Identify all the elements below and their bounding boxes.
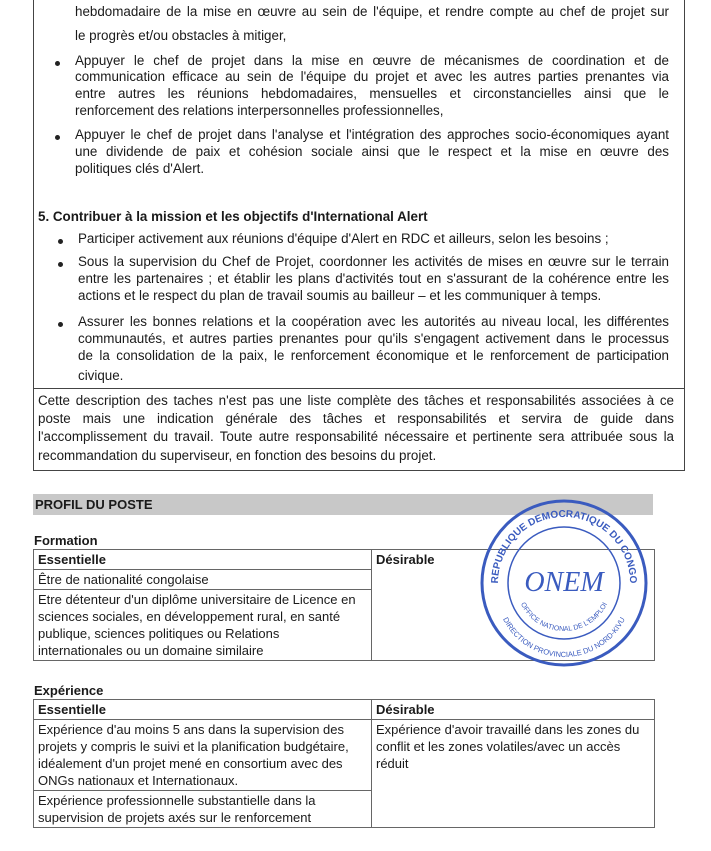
formation-row-nationality: Être de nationalité congolaise (34, 570, 372, 590)
formation-title: Formation (34, 533, 98, 548)
experience-row-supervision: Expérience d'au moins 5 ans dans la supervision des projets y compris le suivi et la planification budgétaire, idéalement d'un projet mené en consortium avec des ONGs nationaux et Internationaux. (34, 720, 372, 791)
column-header-desirable: Désirable (372, 700, 655, 720)
text-line: civique. (78, 368, 124, 383)
profil-section-header: PROFIL DU POSTE (33, 494, 653, 515)
onem-stamp-seal (478, 497, 650, 669)
note-line: Cette description des taches n'est pas une liste complète des tâches et responsabilités associées à ce (38, 393, 674, 408)
text-line: Sous la supervision du Chef de Projet, coordonner les activités de mises en œuvre sur le terrain (78, 254, 669, 269)
text-line: politiques clés d'Alert. (75, 161, 205, 176)
column-header-essentielle: Essentielle (34, 700, 372, 720)
experience-title: Expérience (34, 683, 104, 698)
text-line: Assurer les bonnes relations et la coopération avec les autorités au niveau local, les différentes (78, 314, 669, 329)
stamp-outer-text: REPUBLIQUE DEMOCRATIQUE DU CONGO (489, 508, 639, 584)
experience-row-professional: Expérience professionnelle substantielle dans la supervision de projets axés sur le renforcement (34, 791, 372, 828)
stamp-center-text: ONEM (524, 567, 604, 598)
text-line: communication efficace au sein de l'équipe du projet et avec les autres parties prenantes via (75, 69, 669, 84)
bullet-icon (58, 239, 63, 244)
column-header-desirable: Désirable (372, 550, 655, 661)
formation-row-diploma: Etre détenteur d'un diplôme universitaire de Licence en sciences sociales, en développement rural, en santé publique, sciences politiques ou Relations internationales ou un domaine similaire (34, 590, 372, 661)
text-line: hebdomadaire de la mise en œuvre au sein de l'équipe, et rendre compte au chef de projet sur (75, 4, 669, 19)
bullet-icon (58, 322, 63, 327)
column-header-essentielle: Essentielle (34, 550, 372, 570)
experience-row-conflict-zones: Expérience d'avoir travaillé dans les zones du conflit et les zones volatiles/avec un accès réduit (372, 720, 655, 828)
bullet-icon (55, 61, 60, 66)
text-line: Appuyer le chef de projet dans la mise en œuvre de mécanismes de coordination et de (75, 53, 669, 68)
stamp-bottom-text: DIRECTION PROVINCIALE DU NORD-KIVU (501, 615, 627, 660)
text-line: actions et le respect du plan de travail soumis au bailleur – et les communiquer à temps. (78, 288, 602, 303)
note-line: recommandation du superviseur, en fonction des besoins du projet. (38, 448, 437, 463)
text-line: entre autres les réunions hebdomadaires, mensuelles et circonstancielles ainsi que le (75, 86, 669, 101)
text-line: une dividende de paix et cohésion sociale ainsi que le respect et la mise en œuvre des (75, 144, 669, 159)
bullet-icon (55, 135, 60, 140)
bullet-icon (58, 262, 63, 267)
section-5-title: 5. Contribuer à la mission et les objectifs d'International Alert (38, 209, 428, 224)
text-line: communautés, et autres parties prenantes pour qu'ils s'engagent activement dans le processus (78, 331, 669, 346)
svg-text:OFFICE NATIONAL DE L'EMPLOI (519, 602, 609, 634)
experience-table (33, 699, 655, 828)
text-line: de la consolidation de la paix, le renforcement économique et le renforcement de participation (78, 348, 669, 363)
text-line: Appuyer le chef de projet dans l'analyse et l'intégration des approches socio-économiques ayant (75, 127, 669, 142)
text-line: le progrès et/ou obstacles à mitiger, (75, 28, 287, 43)
note-line: poste mais une indication générale des tâches et responsabilités et servira de guide dans (38, 411, 674, 426)
stamp-inner-text: OFFICE NATIONAL DE L'EMPLOI (518, 601, 610, 634)
note-line: l'accomplissement du travail. Toute autre responsabilité nécessaire et pertinente sera attribuée sous la (38, 429, 674, 444)
text-line: Participer activement aux réunions d'équipe d'Alert en RDC et ailleurs, selon les besoins ; (78, 231, 609, 246)
text-line: entre les partenaires ; et établir les plans d'activités tout en s'assurant de la cohérence entre les (78, 271, 669, 286)
text-line: renforcement des relations interpersonnelles professionnelles, (75, 103, 444, 118)
